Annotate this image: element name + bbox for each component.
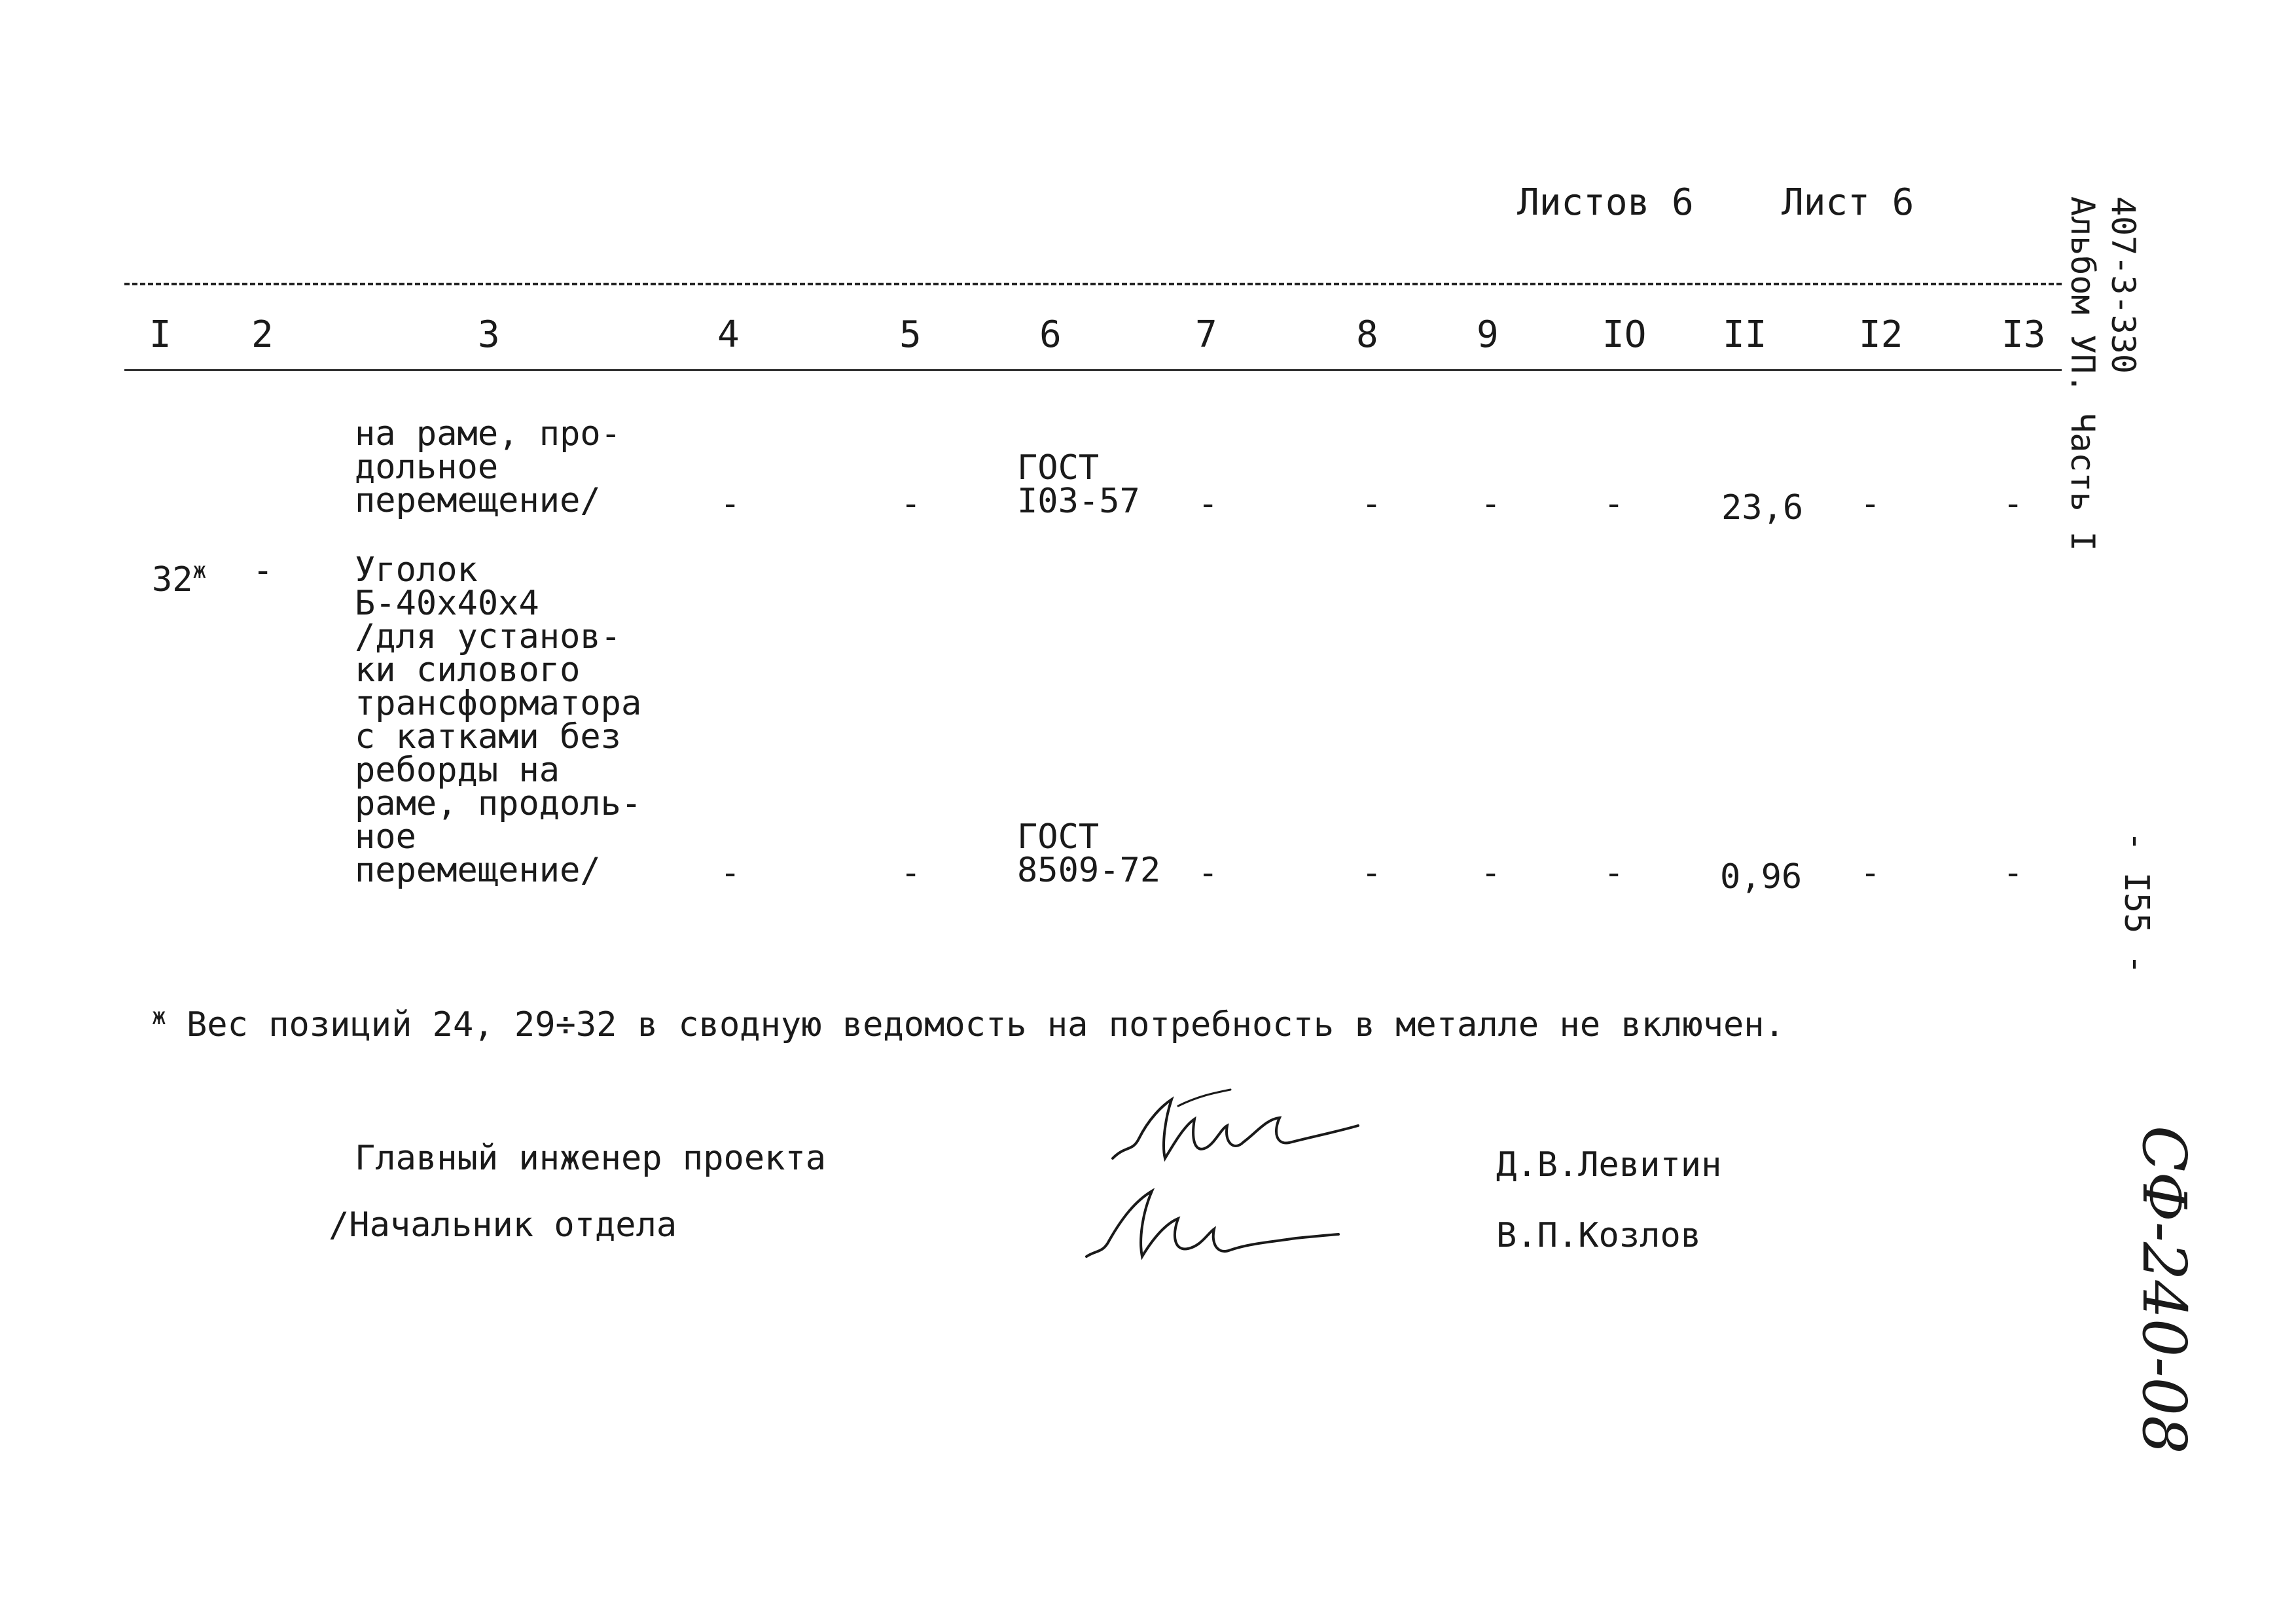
row-standard: ГОСТ 8509-72 bbox=[1017, 817, 1161, 890]
table-cell: - bbox=[1480, 484, 1501, 524]
column-header: I bbox=[149, 313, 171, 356]
table-cell: - bbox=[1860, 853, 1881, 893]
table-cell: - bbox=[1860, 484, 1881, 524]
position-number: 32 bbox=[152, 560, 193, 599]
table-cell: - bbox=[2003, 853, 2024, 893]
column-header: IO bbox=[1602, 313, 1647, 356]
footnote-mark: ж bbox=[152, 1003, 166, 1030]
row-weight-value: 23,6 bbox=[1721, 488, 1804, 527]
table-cell: - bbox=[1361, 484, 1382, 524]
signature-name: В.П.Козлов bbox=[1496, 1216, 1702, 1255]
footnote bbox=[152, 1000, 1785, 1042]
table-cell: - bbox=[2003, 484, 2024, 524]
table-cell: - bbox=[901, 853, 922, 893]
column-header: 8 bbox=[1356, 313, 1378, 356]
row-position-number bbox=[152, 554, 206, 597]
album-label: Альбом УП. Часть I bbox=[2064, 196, 2102, 551]
table-cell: - bbox=[1361, 853, 1382, 893]
column-header: I2 bbox=[1859, 313, 1903, 356]
column-header: 3 bbox=[478, 313, 500, 356]
table-cell: - bbox=[720, 484, 741, 524]
handwritten-signature bbox=[1100, 1080, 1374, 1178]
page-number: - I55 - bbox=[2117, 831, 2156, 975]
footnote-mark: ж bbox=[192, 558, 207, 584]
document-code: СФ-240-08 bbox=[2129, 1126, 2199, 1454]
column-header: II bbox=[1723, 313, 1767, 356]
row-description: Уголок Б-40х40х4 /для установ- ки силового трансформатора с катками без реборды на раме, продоль- ное перемещение/ bbox=[355, 550, 642, 890]
table-top-rule bbox=[124, 283, 2062, 285]
footnote-text: Вес позиций 24, 29÷32 в сводную ведомость на потребность в металле не включен. bbox=[187, 1005, 1785, 1044]
table-cell: - bbox=[1604, 853, 1624, 893]
signature-role: /Начальник отдела bbox=[329, 1205, 677, 1245]
column-header: I3 bbox=[2001, 313, 2046, 356]
total-sheets-label: Листов 6 bbox=[1517, 181, 1694, 224]
signature-name: Д.В.Левитин bbox=[1496, 1145, 1722, 1185]
table-cell: - bbox=[901, 484, 922, 524]
series-number: 407-3-330 bbox=[2104, 196, 2142, 374]
table-cell: - bbox=[1604, 484, 1624, 524]
table-cell: - bbox=[1198, 484, 1219, 524]
column-header: 6 bbox=[1039, 313, 1062, 356]
sheet-number-label: Лист 6 bbox=[1782, 181, 1914, 224]
column-header: 4 bbox=[717, 313, 740, 356]
row-weight-value: 0,96 bbox=[1720, 857, 1803, 897]
row-description: на раме, про- дольное перемещение/ bbox=[355, 414, 621, 520]
table-header-rule bbox=[124, 369, 2062, 371]
column-header: 5 bbox=[899, 313, 922, 356]
column-header: 7 bbox=[1195, 313, 1217, 356]
column-header: 9 bbox=[1477, 313, 1499, 356]
handwritten-signature bbox=[1073, 1178, 1348, 1276]
signature-role: Главный инженер проекта bbox=[355, 1139, 827, 1178]
table-cell: - bbox=[1480, 853, 1501, 893]
table-cell: - bbox=[720, 853, 741, 893]
column-header: 2 bbox=[251, 313, 274, 356]
table-cell: - bbox=[1198, 853, 1219, 893]
table-cell: - bbox=[253, 551, 274, 590]
row-standard: ГОСТ I03-57 bbox=[1017, 448, 1140, 521]
